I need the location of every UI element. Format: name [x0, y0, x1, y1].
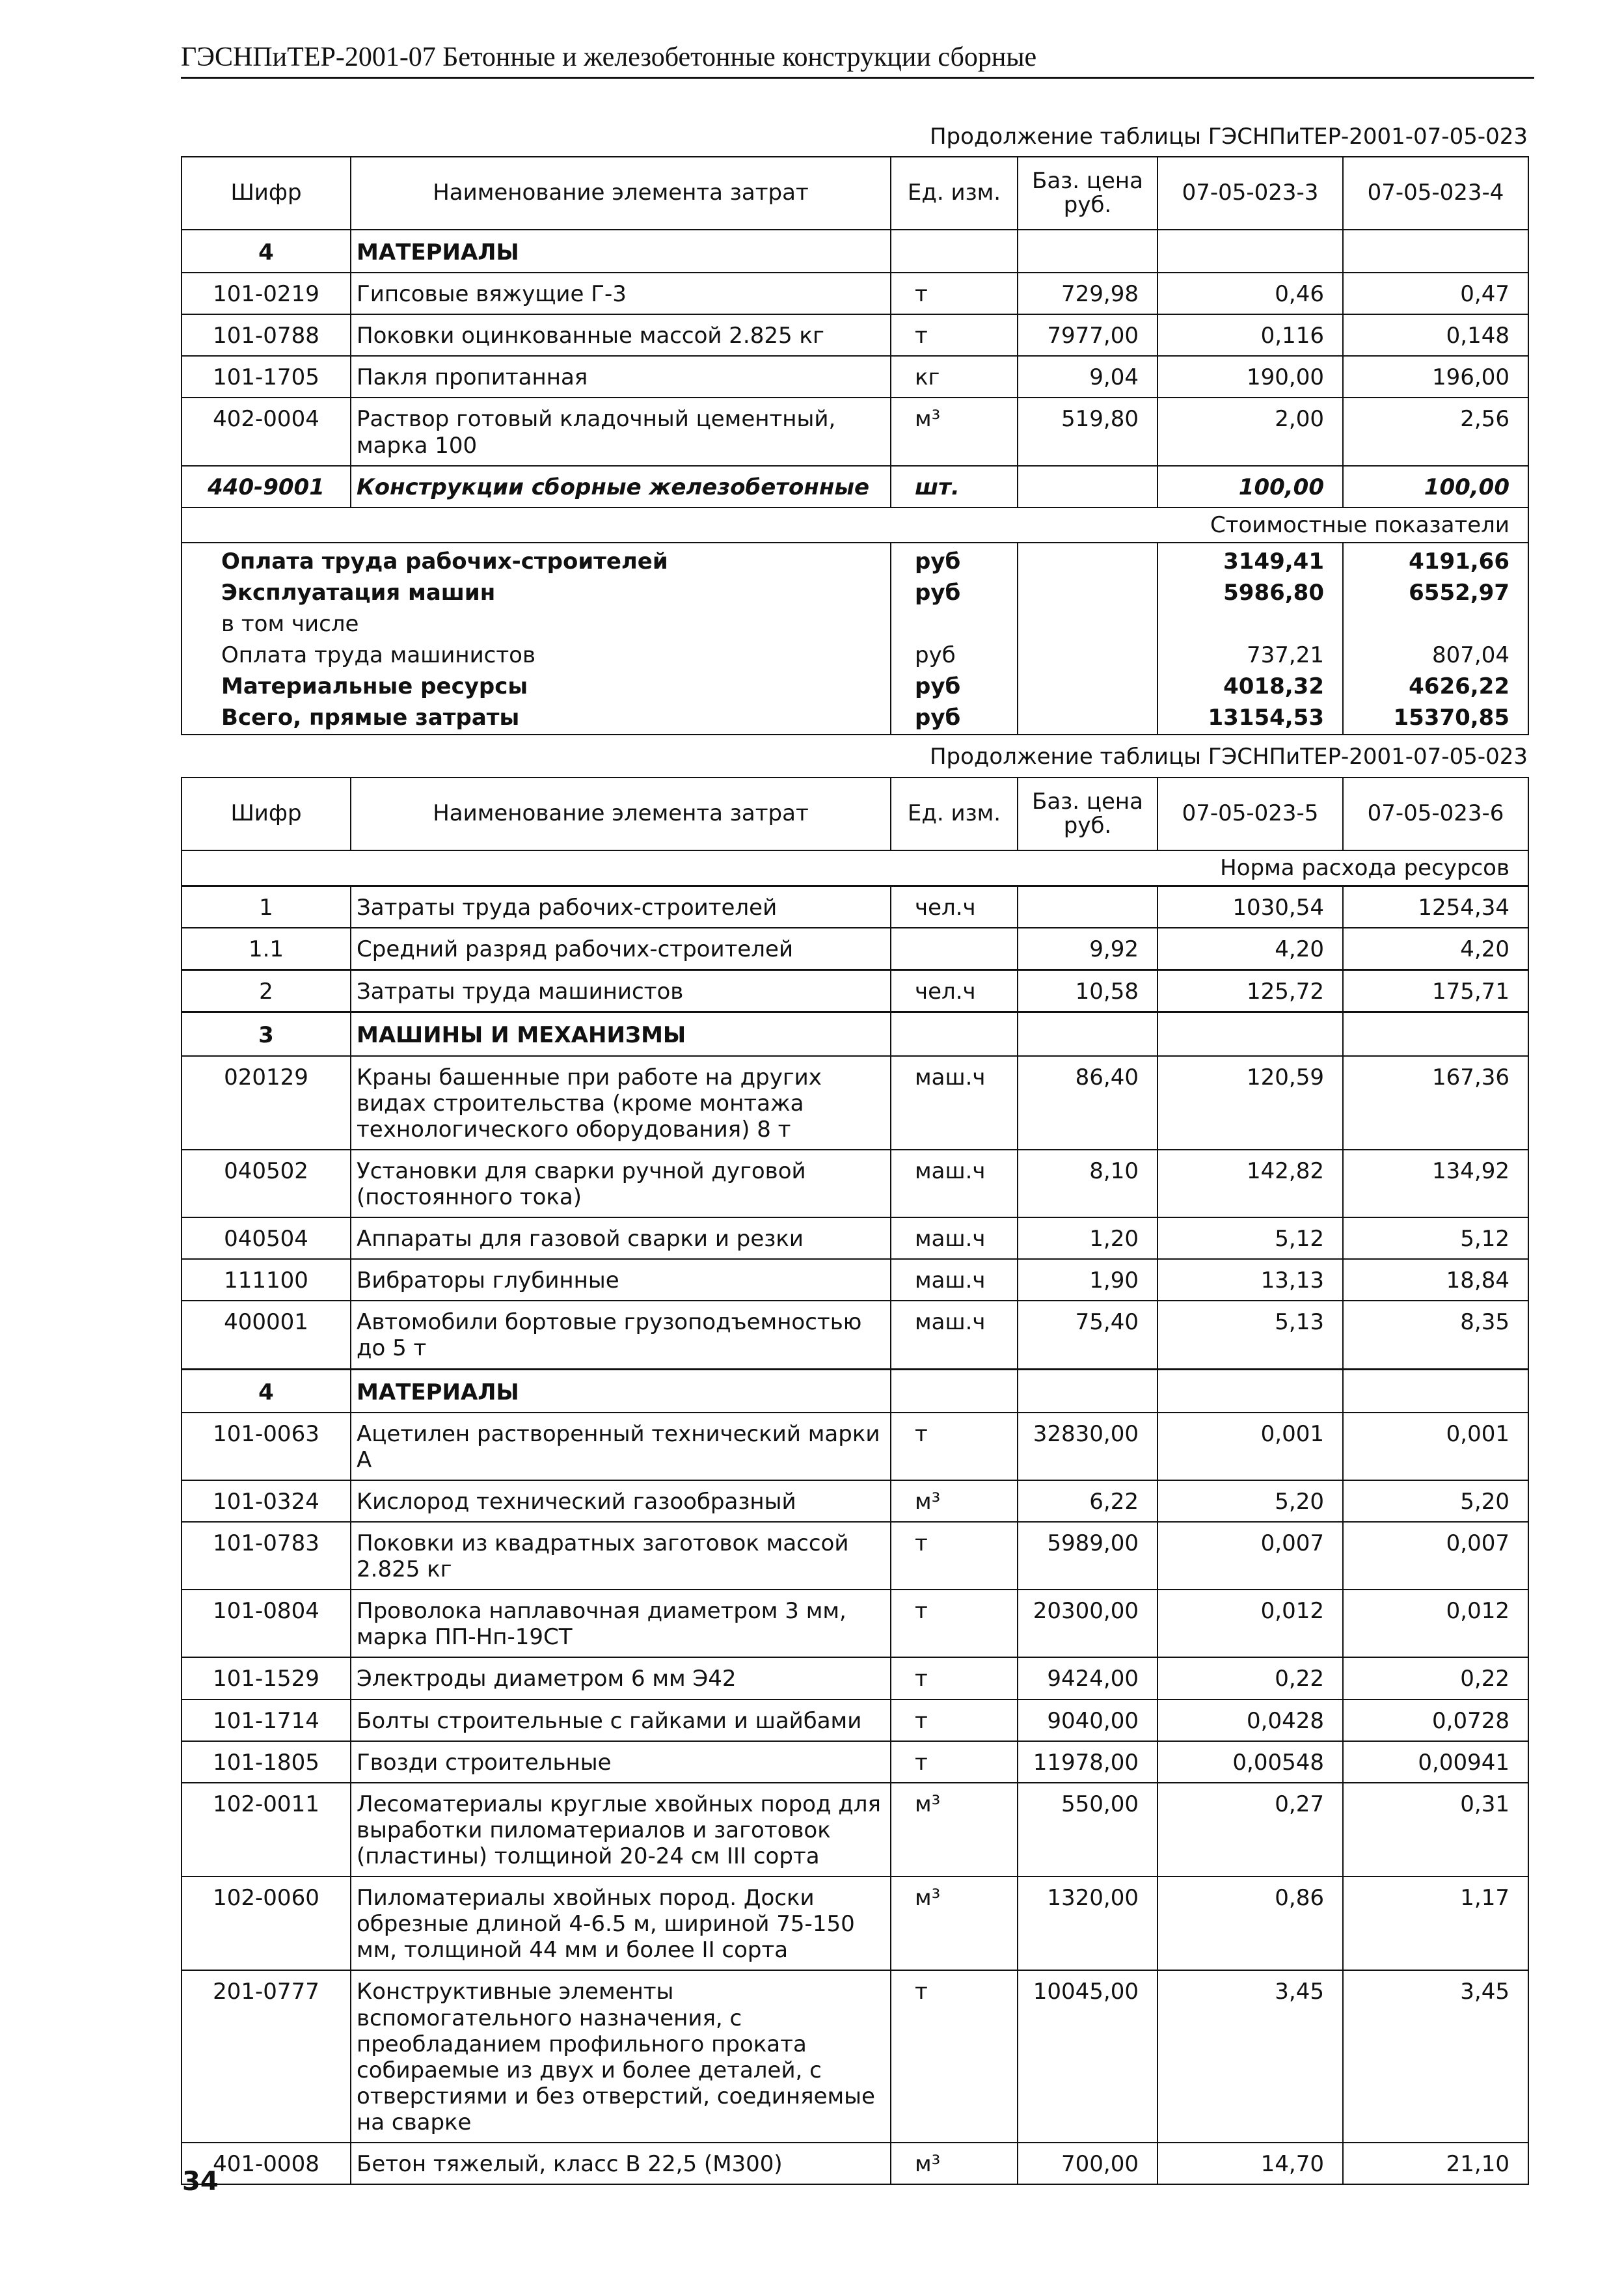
table2-body [182, 850, 1528, 2184]
cell-value-2: 4,20 [1343, 928, 1528, 970]
cost-label: Оплата труда машинистов [182, 640, 891, 671]
cell-value-1: 0,116 [1157, 314, 1343, 356]
cell-price: 10045,00 [1018, 1970, 1157, 2143]
cell-name: Лесоматериалы круглые хвойных пород для выработки пиломатериалов и заготовок (пластины) толщиной 20-24 см III сорта [351, 1783, 891, 1876]
cell-unit: т [891, 1590, 1018, 1657]
cost-unit: руб [891, 671, 1018, 702]
cell-value-1: 142,82 [1157, 1150, 1343, 1217]
cell-value-1: 14,70 [1157, 2143, 1343, 2184]
table2 [181, 777, 1529, 2185]
cell-unit: кг [891, 356, 1018, 398]
cell-value-1: 0,00548 [1157, 1741, 1343, 1783]
col-name-header: Наименование элемента затрат [351, 778, 891, 850]
cell-code: 1.1 [182, 928, 351, 970]
cell-unit: маш.ч [891, 1217, 1018, 1259]
cell-value-1: 190,00 [1157, 356, 1343, 398]
cell-value-2: 0,22 [1343, 1657, 1528, 1699]
col-price-header: Баз. цена руб. [1018, 157, 1157, 230]
cell-price: 7977,00 [1018, 314, 1157, 356]
cell-unit [891, 230, 1018, 273]
table-row [182, 398, 1528, 465]
cell-code: 101-0219 [182, 273, 351, 314]
cell-name: Болты строительные с гайками и шайбами [351, 1700, 891, 1741]
cell-price: 10,58 [1018, 970, 1157, 1012]
table-row [182, 1413, 1528, 1480]
cell-name: Автомобили бортовые грузоподъемностью до 5 т [351, 1301, 891, 1369]
cell-code: 101-0804 [182, 1590, 351, 1657]
cost-unit: руб [891, 577, 1018, 608]
cell-price: 11978,00 [1018, 1741, 1157, 1783]
table1-caption: Продолжение таблицы ГЭСНПиТЕР-2001-07-05-023 [929, 124, 1528, 150]
cell-value-2 [1343, 1012, 1528, 1056]
cell-value-1: 0,86 [1157, 1876, 1343, 1970]
cost-value-2: 807,04 [1343, 640, 1528, 671]
col-code-header: Шифр [182, 157, 351, 230]
cell-code: 102-0060 [182, 1876, 351, 1970]
cell-name: Затраты труда рабочих-строителей [351, 886, 891, 928]
cell-value-1: 120,59 [1157, 1056, 1343, 1150]
cell-name: Ацетилен растворенный технический марки А [351, 1413, 891, 1480]
cell-value-1: 4,20 [1157, 928, 1343, 970]
cell-name: Пиломатериалы хвойных пород. Доски обрезные длиной 4-6.5 м, шириной 75-150 мм, толщиной 44 мм и более II сорта [351, 1876, 891, 1970]
cell-value-2: 5,20 [1343, 1480, 1528, 1522]
cell-price: 1,90 [1018, 1259, 1157, 1301]
table-row [182, 1217, 1528, 1259]
cell-name: Гипсовые вяжущие Г-3 [351, 273, 891, 314]
cell-value-1: 0,007 [1157, 1522, 1343, 1590]
cell-name: Вибраторы глубинные [351, 1259, 891, 1301]
cell-unit: т [891, 314, 1018, 356]
cell-name: МАТЕРИАЛЫ [351, 230, 891, 273]
cell-price: 8,10 [1018, 1150, 1157, 1217]
table-row [182, 1657, 1528, 1699]
cost-unit: руб [891, 543, 1018, 577]
cell-value-2: 0,012 [1343, 1590, 1528, 1657]
table-row [182, 1970, 1528, 2143]
cell-price: 86,40 [1018, 1056, 1157, 1150]
cell-code: 101-0063 [182, 1413, 351, 1480]
cell-value-2: 1,17 [1343, 1876, 1528, 1970]
cell-price: 20300,00 [1018, 1590, 1157, 1657]
section-band-row [182, 850, 1528, 886]
section-band: Норма расхода ресурсов [182, 850, 1528, 886]
cell-price [1018, 230, 1157, 273]
cell-value-1: 5,12 [1157, 1217, 1343, 1259]
cost-blank [1018, 577, 1157, 608]
cell-value-2: 21,10 [1343, 2143, 1528, 2184]
cell-value-2: 8,35 [1343, 1301, 1528, 1369]
cost-blank [1018, 608, 1157, 640]
cost-blank [1018, 640, 1157, 671]
cell-code: 102-0011 [182, 1783, 351, 1876]
table-row [182, 1301, 1528, 1369]
cell-unit: маш.ч [891, 1301, 1018, 1369]
cell-code: 4 [182, 230, 351, 273]
cell-unit: м³ [891, 2143, 1018, 2184]
cell-name: Краны башенные при работе на других видах строительства (кроме монтажа технологического оборудования) 8 т [351, 1056, 891, 1150]
col-name-header: Наименование элемента затрат [351, 157, 891, 230]
cost-label: в том числе [182, 608, 891, 640]
cell-code: 111100 [182, 1259, 351, 1301]
table1 [181, 156, 1529, 735]
table-row [182, 356, 1528, 398]
cost-row [182, 543, 1528, 577]
section-band: Стоимостные показатели [182, 508, 1528, 543]
table2-header-row [182, 778, 1528, 850]
cost-row [182, 640, 1528, 671]
cell-value-1 [1157, 1012, 1343, 1056]
table-row [182, 1012, 1528, 1056]
cell-code: 101-0788 [182, 314, 351, 356]
cost-row [182, 577, 1528, 608]
cell-code: 440-9001 [182, 466, 351, 508]
cell-name: Бетон тяжелый, класс В 22,5 (М300) [351, 2143, 891, 2184]
cell-code: 3 [182, 1012, 351, 1056]
cell-price: 9,04 [1018, 356, 1157, 398]
cell-value-2: 175,71 [1343, 970, 1528, 1012]
cell-unit [891, 1012, 1018, 1056]
cell-value-1: 2,00 [1157, 398, 1343, 465]
cost-blank [1018, 543, 1157, 577]
cell-name: Установки для сварки ручной дуговой (постоянного тока) [351, 1150, 891, 1217]
page-number: 34 [182, 2167, 219, 2197]
cell-value-2: 0,47 [1343, 273, 1528, 314]
table-row [182, 1150, 1528, 1217]
cell-price: 5989,00 [1018, 1522, 1157, 1590]
cell-unit: т [891, 1741, 1018, 1783]
table-row [182, 314, 1528, 356]
table-row [182, 1522, 1528, 1590]
table-row [182, 1259, 1528, 1301]
cost-value-2: 4191,66 [1343, 543, 1528, 577]
cell-code: 101-1705 [182, 356, 351, 398]
cell-value-2 [1343, 1369, 1528, 1413]
cell-price: 700,00 [1018, 2143, 1157, 2184]
cell-value-1: 5,13 [1157, 1301, 1343, 1369]
cell-name: Средний разряд рабочих-строителей [351, 928, 891, 970]
cost-row [182, 671, 1528, 702]
cost-unit: руб [891, 640, 1018, 671]
cost-value-1: 4018,32 [1157, 671, 1343, 702]
section-band-row [182, 508, 1528, 543]
cell-unit: т [891, 1657, 1018, 1699]
cell-value-2: 196,00 [1343, 356, 1528, 398]
cell-name: Конструкции сборные железобетонные [351, 466, 891, 508]
col-unit-header: Ед. изм. [891, 778, 1018, 850]
table-row [182, 1480, 1528, 1522]
cost-label: Материальные ресурсы [182, 671, 891, 702]
cost-value-2: 15370,85 [1343, 702, 1528, 734]
col-v1-header: 07-05-023-5 [1157, 778, 1343, 850]
cost-value-1: 5986,80 [1157, 577, 1343, 608]
table-row [182, 970, 1528, 1012]
cell-value-2: 0,0728 [1343, 1700, 1528, 1741]
cell-code: 2 [182, 970, 351, 1012]
cell-price: 6,22 [1018, 1480, 1157, 1522]
cell-price [1018, 1369, 1157, 1413]
table-row [182, 230, 1528, 273]
cell-value-1: 3,45 [1157, 1970, 1343, 2143]
cell-value-1: 0,46 [1157, 273, 1343, 314]
cell-value-1: 125,72 [1157, 970, 1343, 1012]
cell-value-2: 167,36 [1343, 1056, 1528, 1150]
cell-price [1018, 1012, 1157, 1056]
cell-value-2: 3,45 [1343, 1970, 1528, 2143]
cell-value-1: 0,012 [1157, 1590, 1343, 1657]
cell-price: 9424,00 [1018, 1657, 1157, 1699]
cell-code: 101-0324 [182, 1480, 351, 1522]
cost-row [182, 702, 1528, 734]
cell-unit: м³ [891, 1876, 1018, 1970]
table-row [182, 2143, 1528, 2184]
cost-blank [1018, 671, 1157, 702]
col-code-header: Шифр [182, 778, 351, 850]
cell-unit: маш.ч [891, 1259, 1018, 1301]
cell-unit: т [891, 1413, 1018, 1480]
table-row [182, 1783, 1528, 1876]
table-row [182, 466, 1528, 508]
cell-unit: т [891, 1522, 1018, 1590]
cell-unit: шт. [891, 466, 1018, 508]
cell-code: 040504 [182, 1217, 351, 1259]
col-v2-header: 07-05-023-6 [1343, 778, 1528, 850]
cell-price: 1320,00 [1018, 1876, 1157, 1970]
cell-unit: чел.ч [891, 886, 1018, 928]
cell-unit [891, 1369, 1018, 1413]
table-row [182, 928, 1528, 970]
cell-value-1 [1157, 230, 1343, 273]
cell-price: 519,80 [1018, 398, 1157, 465]
cell-unit: т [891, 273, 1018, 314]
table1-header-row [182, 157, 1528, 230]
cell-code: 4 [182, 1369, 351, 1413]
cost-row [182, 608, 1528, 640]
table-row [182, 1876, 1528, 1970]
cell-name: Затраты труда машинистов [351, 970, 891, 1012]
cost-unit: руб [891, 702, 1018, 734]
cell-name: Кислород технический газообразный [351, 1480, 891, 1522]
cell-price [1018, 886, 1157, 928]
table-row [182, 1700, 1528, 1741]
cell-value-2: 0,148 [1343, 314, 1528, 356]
cell-name: Поковки оцинкованные массой 2.825 кг [351, 314, 891, 356]
cell-code: 1 [182, 886, 351, 928]
cell-value-1: 100,00 [1157, 466, 1343, 508]
cell-unit: т [891, 1700, 1018, 1741]
cell-code: 101-1714 [182, 1700, 351, 1741]
cost-label: Всего, прямые затраты [182, 702, 891, 734]
cell-unit [891, 928, 1018, 970]
cell-name: Пакля пропитанная [351, 356, 891, 398]
cell-code: 400001 [182, 1301, 351, 1369]
table1-body [182, 230, 1528, 735]
cell-value-2: 0,007 [1343, 1522, 1528, 1590]
cell-unit: чел.ч [891, 970, 1018, 1012]
cell-code: 101-0783 [182, 1522, 351, 1590]
cell-unit: маш.ч [891, 1150, 1018, 1217]
cell-price: 729,98 [1018, 273, 1157, 314]
cell-value-1 [1157, 1369, 1343, 1413]
cell-name: МАШИНЫ И МЕХАНИЗМЫ [351, 1012, 891, 1056]
cell-unit: м³ [891, 1480, 1018, 1522]
table2-caption: Продолжение таблицы ГЭСНПиТЕР-2001-07-05-023 [929, 744, 1528, 770]
table-row [182, 886, 1528, 928]
cell-value-2: 0,31 [1343, 1783, 1528, 1876]
cell-unit: маш.ч [891, 1056, 1018, 1150]
cell-name: Конструктивные элементы вспомогательного назначения, с преобладанием профильного проката собираемые из двух и более деталей, с отверстиями и без отверстий, соединяемые на сварке [351, 1970, 891, 2143]
cell-value-2: 0,001 [1343, 1413, 1528, 1480]
cell-name: Электроды диаметром 6 мм Э42 [351, 1657, 891, 1699]
cost-value-1 [1157, 608, 1343, 640]
cell-name: Аппараты для газовой сварки и резки [351, 1217, 891, 1259]
cell-code: 101-1529 [182, 1657, 351, 1699]
cell-value-2: 1254,34 [1343, 886, 1528, 928]
cell-value-1: 0,0428 [1157, 1700, 1343, 1741]
table-row [182, 1056, 1528, 1150]
cell-price: 9,92 [1018, 928, 1157, 970]
cell-price: 9040,00 [1018, 1700, 1157, 1741]
cell-value-2: 0,00941 [1343, 1741, 1528, 1783]
cell-value-2: 134,92 [1343, 1150, 1528, 1217]
cell-value-2 [1343, 230, 1528, 273]
cost-value-2 [1343, 608, 1528, 640]
cell-price: 32830,00 [1018, 1413, 1157, 1480]
cost-value-2: 6552,97 [1343, 577, 1528, 608]
cell-name: Поковки из квадратных заготовок массой 2.825 кг [351, 1522, 891, 1590]
cell-value-1: 0,27 [1157, 1783, 1343, 1876]
cost-unit [891, 608, 1018, 640]
cell-name: Проволока наплавочная диаметром 3 мм, марка ПП-Нп-19СТ [351, 1590, 891, 1657]
cell-price [1018, 466, 1157, 508]
cell-value-2: 100,00 [1343, 466, 1528, 508]
table-row [182, 273, 1528, 314]
col-v1-header: 07-05-023-3 [1157, 157, 1343, 230]
cell-price: 75,40 [1018, 1301, 1157, 1369]
cell-unit: м³ [891, 398, 1018, 465]
cell-value-1: 0,001 [1157, 1413, 1343, 1480]
cell-code: 201-0777 [182, 1970, 351, 2143]
cell-value-2: 5,12 [1343, 1217, 1528, 1259]
col-price-header: Баз. цена руб. [1018, 778, 1157, 850]
cell-value-1: 13,13 [1157, 1259, 1343, 1301]
cell-name: МАТЕРИАЛЫ [351, 1369, 891, 1413]
col-unit-header: Ед. изм. [891, 157, 1018, 230]
cell-unit: т [891, 1970, 1018, 2143]
col-v2-header: 07-05-023-4 [1343, 157, 1528, 230]
cost-label: Эксплуатация машин [182, 577, 891, 608]
cell-value-1: 0,22 [1157, 1657, 1343, 1699]
cell-value-2: 2,56 [1343, 398, 1528, 465]
page-header: ГЭСНПиТЕР-2001-07 Бетонные и железобетонные конструкции сборные [181, 42, 1534, 79]
cell-value-1: 1030,54 [1157, 886, 1343, 928]
cell-code: 402-0004 [182, 398, 351, 465]
cell-code: 101-1805 [182, 1741, 351, 1783]
cell-name: Раствор готовый кладочный цементный, марка 100 [351, 398, 891, 465]
cell-code: 020129 [182, 1056, 351, 1150]
table-row [182, 1590, 1528, 1657]
cell-code: 040502 [182, 1150, 351, 1217]
cell-unit: м³ [891, 1783, 1018, 1876]
cost-blank [1018, 702, 1157, 734]
cost-value-2: 4626,22 [1343, 671, 1528, 702]
table-row [182, 1741, 1528, 1783]
cell-name: Гвозди строительные [351, 1741, 891, 1783]
cell-code: 401-0008 [182, 2143, 351, 2184]
cost-value-1: 13154,53 [1157, 702, 1343, 734]
cost-value-1: 3149,41 [1157, 543, 1343, 577]
cost-label: Оплата труда рабочих-строителей [182, 543, 891, 577]
cell-price: 550,00 [1018, 1783, 1157, 1876]
cell-value-1: 5,20 [1157, 1480, 1343, 1522]
table-row [182, 1369, 1528, 1413]
cell-value-2: 18,84 [1343, 1259, 1528, 1301]
cell-price: 1,20 [1018, 1217, 1157, 1259]
cost-value-1: 737,21 [1157, 640, 1343, 671]
